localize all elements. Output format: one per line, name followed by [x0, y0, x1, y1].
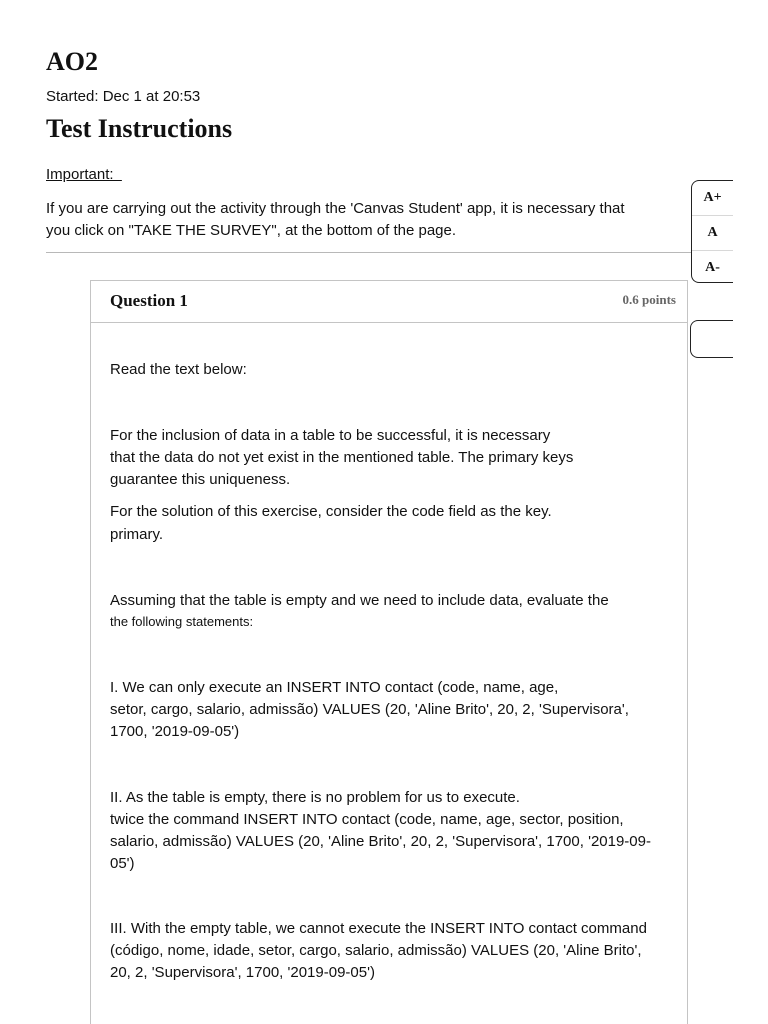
- question-text: Read the text below:: [110, 361, 247, 378]
- statement-text: I. We can only execute an INSERT INTO contact (code, name, age,: [110, 679, 559, 696]
- statement-text: (código, nome, idade, setor, cargo, salario, admissão) VALUES (20, 'Aline Brito',: [110, 942, 642, 959]
- question-header: [91, 281, 687, 323]
- statement-text: III. With the empty table, we cannot execute the INSERT INTO contact command: [110, 920, 647, 937]
- instruction-line: If you are carrying out the activity through the 'Canvas Student' app, it is necessary that: [46, 200, 625, 217]
- started-timestamp: Started: Dec 1 at 20:53: [46, 88, 201, 105]
- instruction-text: [46, 198, 646, 242]
- statement-text: 05'): [110, 855, 135, 872]
- statement-text: setor, cargo, salario, admissão) VALUES (20, 'Aline Brito', 20, 2, 'Supervisora',: [110, 701, 629, 718]
- statement-text: 20, 2, 'Supervisora', 1700, '2019-09-05'): [110, 964, 375, 981]
- reset-font-button[interactable]: A: [692, 216, 733, 251]
- question-card: [90, 280, 688, 1024]
- divider: [46, 252, 696, 253]
- question-points: 0.6 points: [622, 292, 676, 307]
- question-text: primary.: [110, 526, 164, 543]
- instructions-heading: Test Instructions: [46, 114, 233, 143]
- statement-text: twice the command INSERT INTO contact (code, name, age, sector, position,: [110, 811, 624, 828]
- quiz-title: AO2: [46, 47, 98, 76]
- question-text: that the data do not yet exist in the mentioned table. The primary keys: [110, 449, 574, 466]
- side-panel-toggle-button[interactable]: [690, 320, 733, 358]
- question-title: Question 1: [110, 291, 188, 310]
- question-text: For the inclusion of data in a table to be successful, it is necessary: [110, 427, 551, 444]
- statement-text: salario, admissão) VALUES (20, 'Aline Brito', 20, 2, 'Supervisora', 1700, '2019-09-: [110, 833, 651, 850]
- instruction-line: you click on "TAKE THE SURVEY", at the bottom of the page.: [46, 222, 457, 239]
- decrease-font-button[interactable]: A-: [705, 260, 720, 275]
- statement-text: II. As the table is empty, there is no problem for us to execute.: [110, 789, 520, 806]
- question-text: Assuming that the table is empty and we need to include data, evaluate the: [110, 592, 609, 609]
- question-text: For the solution of this exercise, consider the code field as the key.: [110, 503, 552, 520]
- question-text: the following statements:: [110, 614, 254, 629]
- question-text: guarantee this uniqueness.: [110, 471, 291, 488]
- statement-text: 1700, '2019-09-05'): [110, 723, 240, 740]
- increase-font-button[interactable]: A+: [692, 181, 733, 216]
- important-label: Important:: [46, 166, 122, 183]
- font-size-tools: [691, 180, 733, 283]
